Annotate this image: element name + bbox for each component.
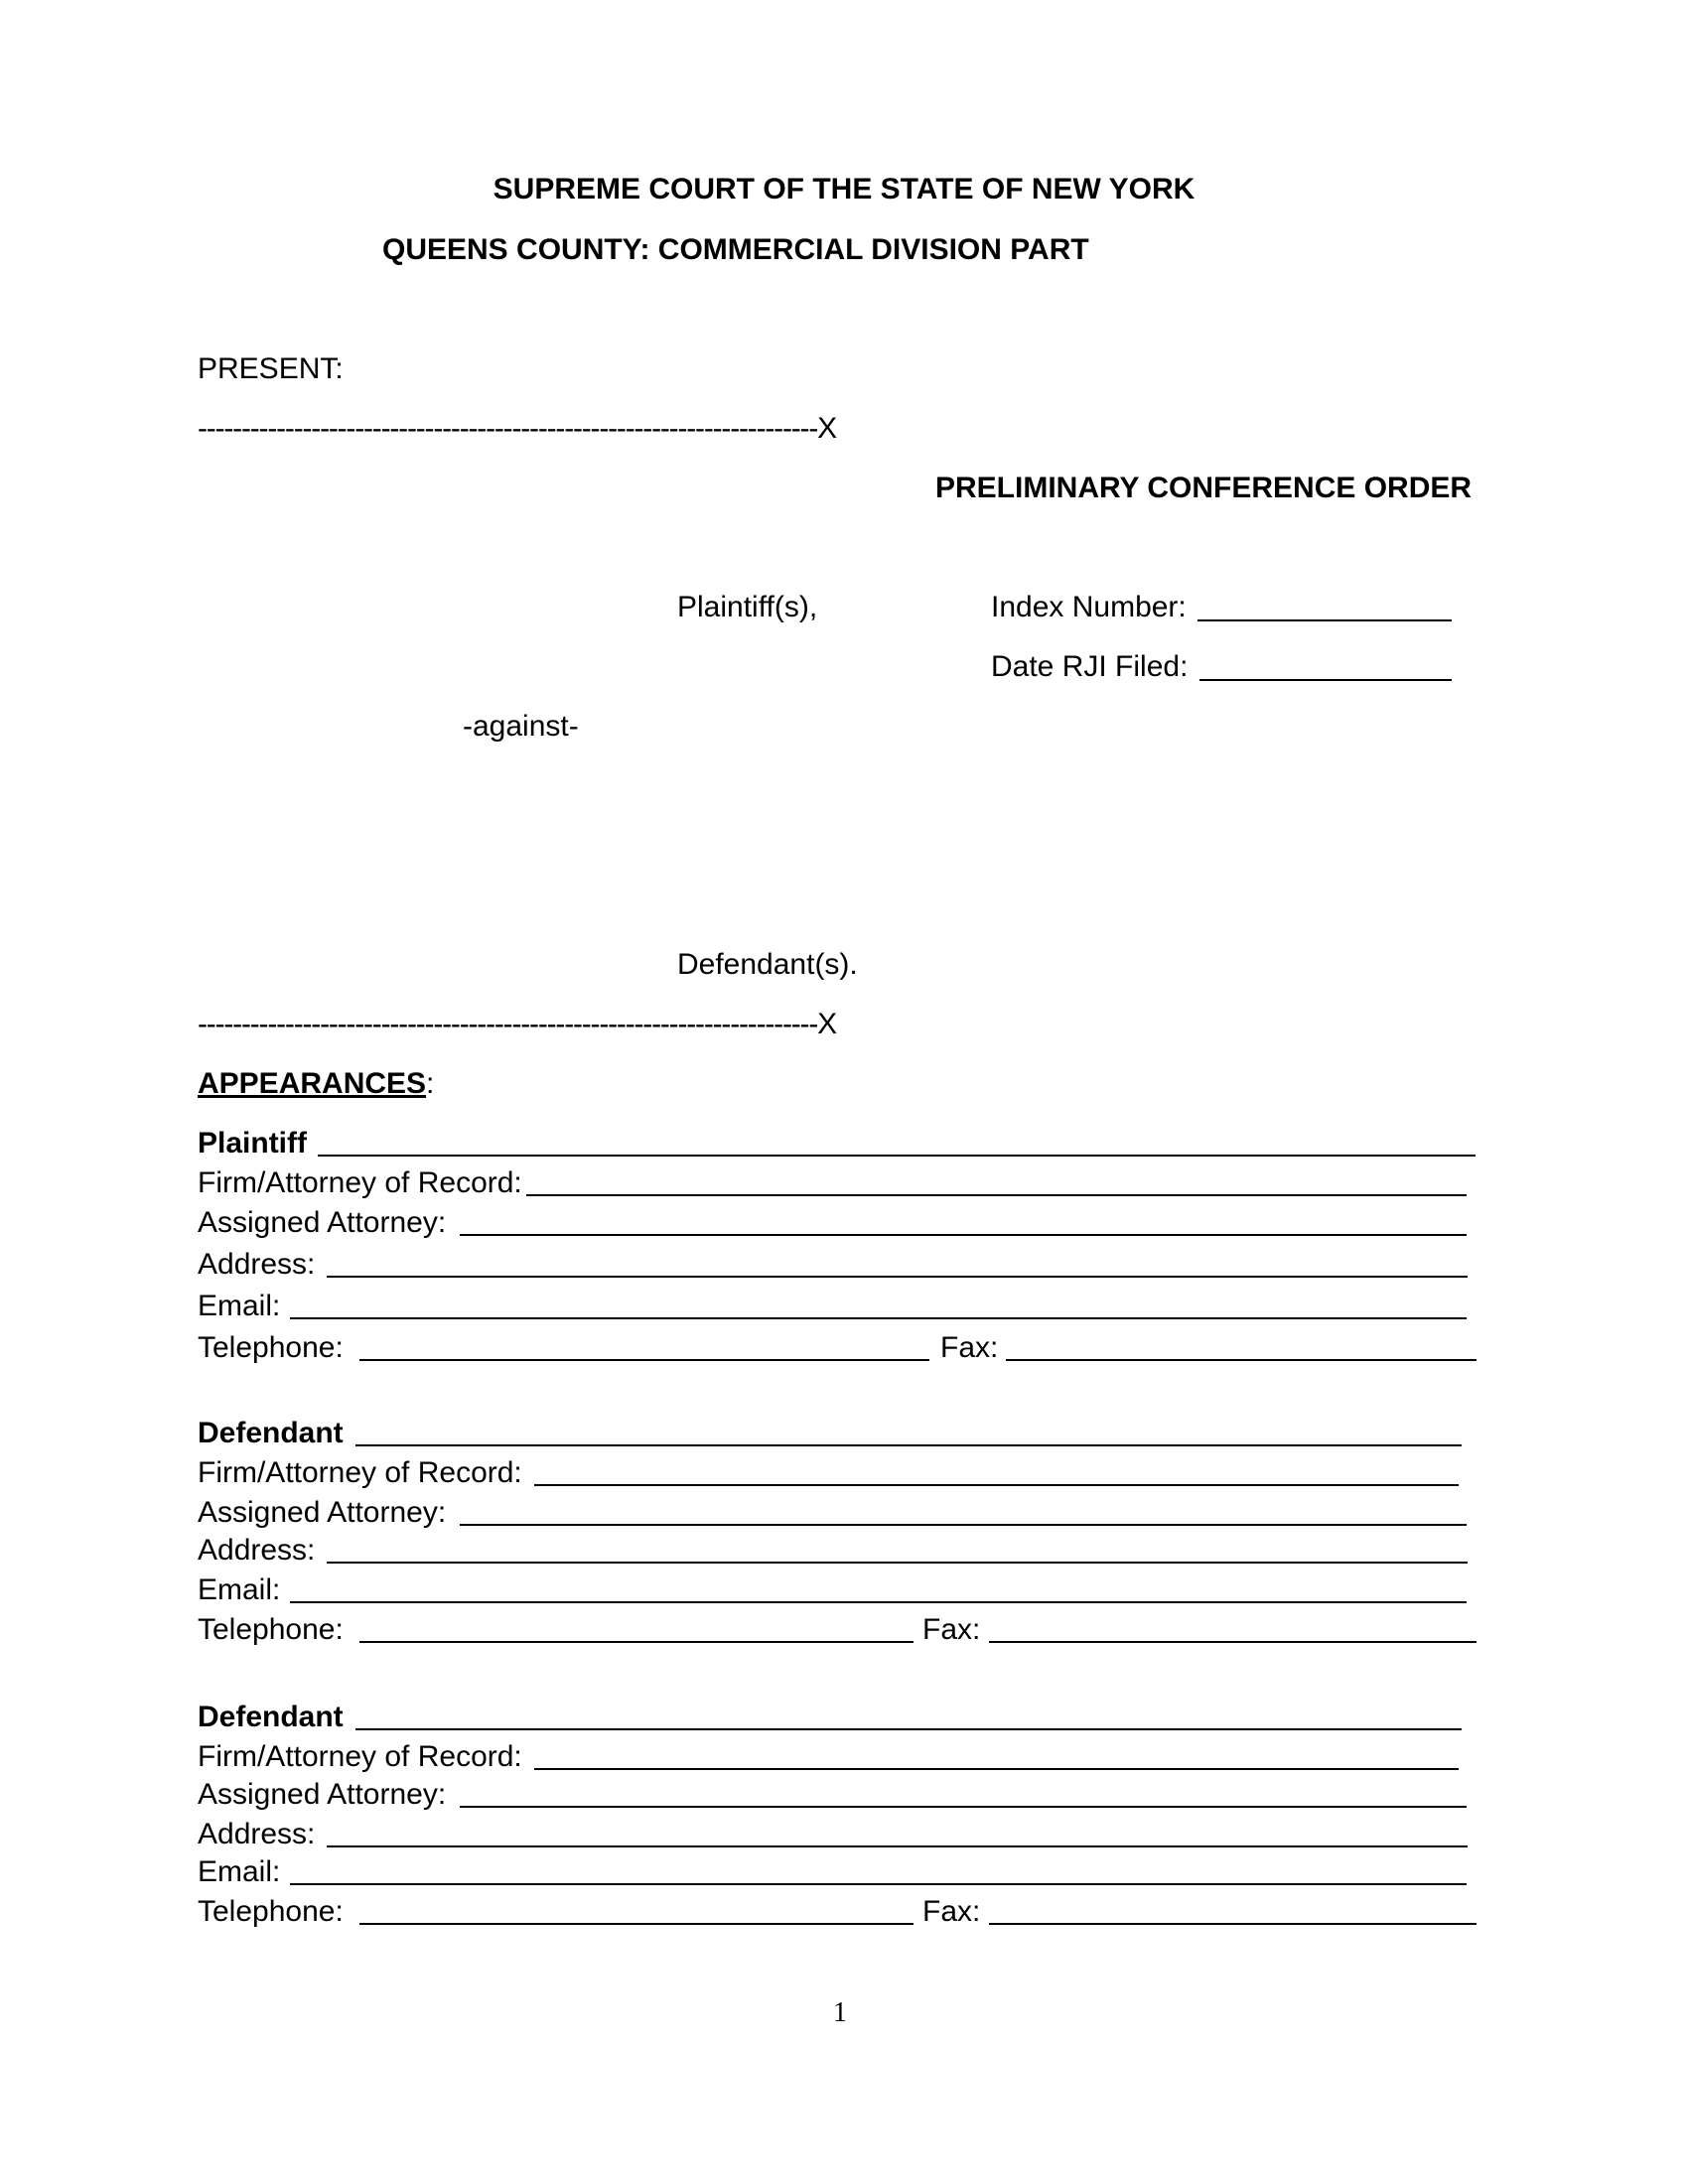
firm-field[interactable] bbox=[526, 1194, 1467, 1196]
email-label: Email: bbox=[198, 1855, 281, 1888]
present-label: PRESENT: bbox=[198, 352, 344, 385]
firm-field[interactable] bbox=[534, 1768, 1459, 1770]
party-label: Plaintiff bbox=[198, 1127, 307, 1160]
caption-separator-bottom: -----------------------------------------------------------------------X bbox=[198, 1008, 836, 1040]
firm-label: Firm/Attorney of Record: bbox=[198, 1166, 522, 1199]
party-label: Defendant bbox=[198, 1701, 344, 1733]
appearances-heading-colon: : bbox=[426, 1067, 435, 1100]
assigned-attorney-label: Assigned Attorney: bbox=[198, 1206, 447, 1239]
firm-label: Firm/Attorney of Record: bbox=[198, 1456, 522, 1489]
order-title: PRELIMINARY CONFERENCE ORDER bbox=[935, 472, 1473, 504]
fax-field[interactable] bbox=[989, 1923, 1477, 1925]
defendants-label: Defendant(s). bbox=[677, 948, 858, 981]
date-rji-field[interactable] bbox=[1199, 679, 1452, 681]
telephone-label: Telephone: bbox=[198, 1331, 344, 1364]
fax-field[interactable] bbox=[1006, 1359, 1477, 1361]
address-label: Address: bbox=[198, 1248, 316, 1281]
against-label: -against- bbox=[463, 710, 579, 743]
county-part-title: QUEENS COUNTY: COMMERCIAL DIVISION PART bbox=[382, 233, 1089, 266]
address-label: Address: bbox=[198, 1818, 316, 1850]
appearances-heading-text: APPEARANCES bbox=[198, 1067, 427, 1100]
party-name-field[interactable] bbox=[355, 1444, 1462, 1446]
firm-field[interactable] bbox=[534, 1484, 1459, 1486]
assigned-attorney-label: Assigned Attorney: bbox=[198, 1778, 447, 1811]
assigned-attorney-field[interactable] bbox=[460, 1806, 1467, 1808]
assigned-attorney-label: Assigned Attorney: bbox=[198, 1496, 447, 1529]
assigned-attorney-field[interactable] bbox=[460, 1234, 1467, 1236]
telephone-label: Telephone: bbox=[198, 1613, 344, 1646]
court-title: SUPREME COURT OF THE STATE OF NEW YORK bbox=[492, 173, 1196, 205]
index-number-field[interactable] bbox=[1197, 619, 1452, 621]
address-label: Address: bbox=[198, 1534, 316, 1567]
fax-field[interactable] bbox=[989, 1641, 1477, 1643]
telephone-field[interactable] bbox=[359, 1359, 929, 1361]
email-field[interactable] bbox=[290, 1317, 1467, 1319]
party-name-field[interactable] bbox=[355, 1728, 1462, 1730]
address-field[interactable] bbox=[327, 1276, 1468, 1278]
firm-label: Firm/Attorney of Record: bbox=[198, 1740, 522, 1773]
telephone-field[interactable] bbox=[359, 1641, 914, 1643]
plaintiffs-label: Plaintiff(s), bbox=[677, 591, 818, 623]
email-field[interactable] bbox=[290, 1601, 1467, 1603]
address-field[interactable] bbox=[327, 1845, 1468, 1847]
email-field[interactable] bbox=[290, 1883, 1467, 1885]
caption-separator-top: -----------------------------------------------------------------------X bbox=[198, 412, 836, 445]
telephone-field[interactable] bbox=[359, 1923, 914, 1925]
appearances-heading bbox=[198, 1066, 434, 1102]
page-number: 1 bbox=[833, 1997, 847, 2028]
email-label: Email: bbox=[198, 1290, 281, 1322]
index-number-label: Index Number: bbox=[991, 591, 1187, 623]
date-rji-label: Date RJI Filed: bbox=[991, 650, 1189, 683]
email-label: Email: bbox=[198, 1573, 281, 1606]
fax-label: Fax: bbox=[940, 1331, 999, 1364]
party-name-field[interactable] bbox=[318, 1155, 1476, 1157]
address-field[interactable] bbox=[327, 1562, 1468, 1564]
fax-label: Fax: bbox=[922, 1895, 981, 1928]
telephone-label: Telephone: bbox=[198, 1895, 344, 1928]
party-label: Defendant bbox=[198, 1417, 344, 1449]
assigned-attorney-field[interactable] bbox=[460, 1524, 1467, 1526]
fax-label: Fax: bbox=[922, 1613, 981, 1646]
